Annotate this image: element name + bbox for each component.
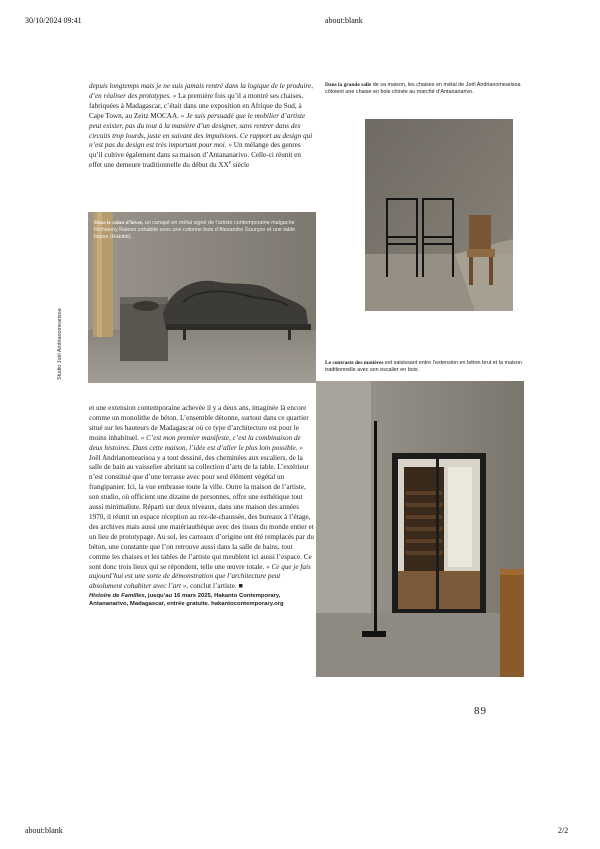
article-paragraph-1 (89, 82, 315, 171)
exhibition_info-run: Histoire de Familles (89, 593, 145, 600)
exhibition-info (89, 593, 315, 608)
grande-salle-caption-lead: Dans la grande salle (325, 82, 372, 88)
col2_paragraph-run: « C’est mon premier manifeste, c’est la combinaison de deux histoires. Dans cette maison, l’idée est d’aller le plus loin possible. » (89, 433, 303, 452)
col1_paragraph-run: siècle (231, 161, 250, 170)
contraste-caption-text: est saisissant entre l’extension en béton brut et la maison traditionnelle avec son escalier en bois. (325, 360, 522, 374)
print-url-top: about:blank (325, 16, 363, 25)
article-column-1 (89, 82, 315, 171)
article-paragraph-2 (89, 404, 315, 592)
col1_paragraph-run: depuis longtemps mais je ne suis jamais rentré dans la logique de le produire, d’en réaliser des prototypes. » (89, 82, 313, 100)
col1_paragraph-run: Un mélange des genres qu’il cultive également dans sa maison d’Antananarivo. Celle-ci réunit en effet une demeure traditionnelle du début du XX (89, 141, 301, 170)
col2_paragraph-run: , conclut l’artiste. ■ (186, 582, 243, 591)
grande-salle-caption (325, 82, 525, 96)
salon-caption-lead: Dans le salon d’hiver, (94, 220, 144, 226)
print-url-bottom: about:blank (25, 826, 63, 835)
contraste-photo (316, 381, 524, 677)
col2_paragraph-run: et une extension contemporaine achevée il y a deux ans, imaginée là encore comme un monolithe de béton. L’ensemble détonne, surtout dans ce quartier situé sur les hauteurs de Madagascar où ce type d’architecture est pour le moins inhabituel. (89, 404, 309, 442)
page-number: 89 (474, 705, 487, 717)
col1_paragraph-run: e (228, 160, 232, 166)
photo-credit: Studio Joël Andrianomearisoa (57, 308, 63, 380)
col1_paragraph-run: La première fois qu’il a montré ses chaises, fabriquées à Madagascar, c’était dans une exposition en Afrique du Sud, à Cape Town, au Zeitz MOCAA. (89, 91, 304, 120)
col1_paragraph-run: « Je suis persuadé que le mobilier d’artiste peut exister, pas du tout à la manière d’un designer, sans rentrer dans des circuits trop lourds, juste en suivant des impulsions. Ce rapport au design qui n’est pas du design est très important pour moi. » (89, 111, 313, 150)
exhibition_info-run: , jusqu’au 16 mars 2025, Hakanto Contemporary, Antananarivo, Madagascar, entrée gratuite. hakantocontemporary.org (89, 593, 284, 607)
salon-caption (94, 220, 302, 242)
col2_paragraph-run: Joël Andrianomearisoa y a tout dessiné, des cheminées aux escaliers, de la salle de bain au vaisselier abritant sa collection d’arts de la table. L’extérieur n’est constitué que d’une terrasse avec pour seul élément végétal un frangipanier. Ici, la vue embrasse toute la ville. Outre la maison de l’artiste, son studio, où officient une dizaine de personnes, offre une esthétique tout aussi minimaliste. Réparti sur deux niveaux, dans une maison des années 1970, il réunit un espace réception au rez-de-chaussée, des bureaux à l’étage, des archives mais aussi une matériauthèque avec des tissus du monde entier et un lieu de prototypage. Au sol, les carreaux d’origine ont été remplacés par du béton, une constante que l’on retrouve aussi dans la salle de bains, tout comme les chaises et les tables de l’artiste qui meublent ici aussi l’espace. Ce sont donc trois lieux qui se répondent, telle une œuvre totale. (89, 453, 314, 571)
article-column-2 (89, 404, 315, 608)
grande-salle-caption-text: de sa maison, les chaises en métal de Joël Andrianomearisoa côtoient une chaise en bois chinée au marché d’Antananarivo. (325, 82, 521, 96)
grande-salle-photo (365, 119, 513, 311)
salon-caption-text: un canapé en métal signé de l’artiste contemporaine malgache Richianny Ratovo cohabite avec une colonne bois d’Alexandre Gourçon et une table basse (Habitat). (94, 220, 296, 241)
print-datetime: 30/10/2024 09:41 (25, 16, 82, 25)
col2_paragraph-run: « Ce que je fais aujourd’hui est une sorte de démonstration que l’architecture peut absolument cohabiter avec l’art » (89, 562, 311, 591)
contraste-caption (325, 360, 525, 374)
contraste-caption-lead: Le contraste des matières (325, 360, 384, 366)
print-page-count: 2/2 (558, 826, 569, 835)
